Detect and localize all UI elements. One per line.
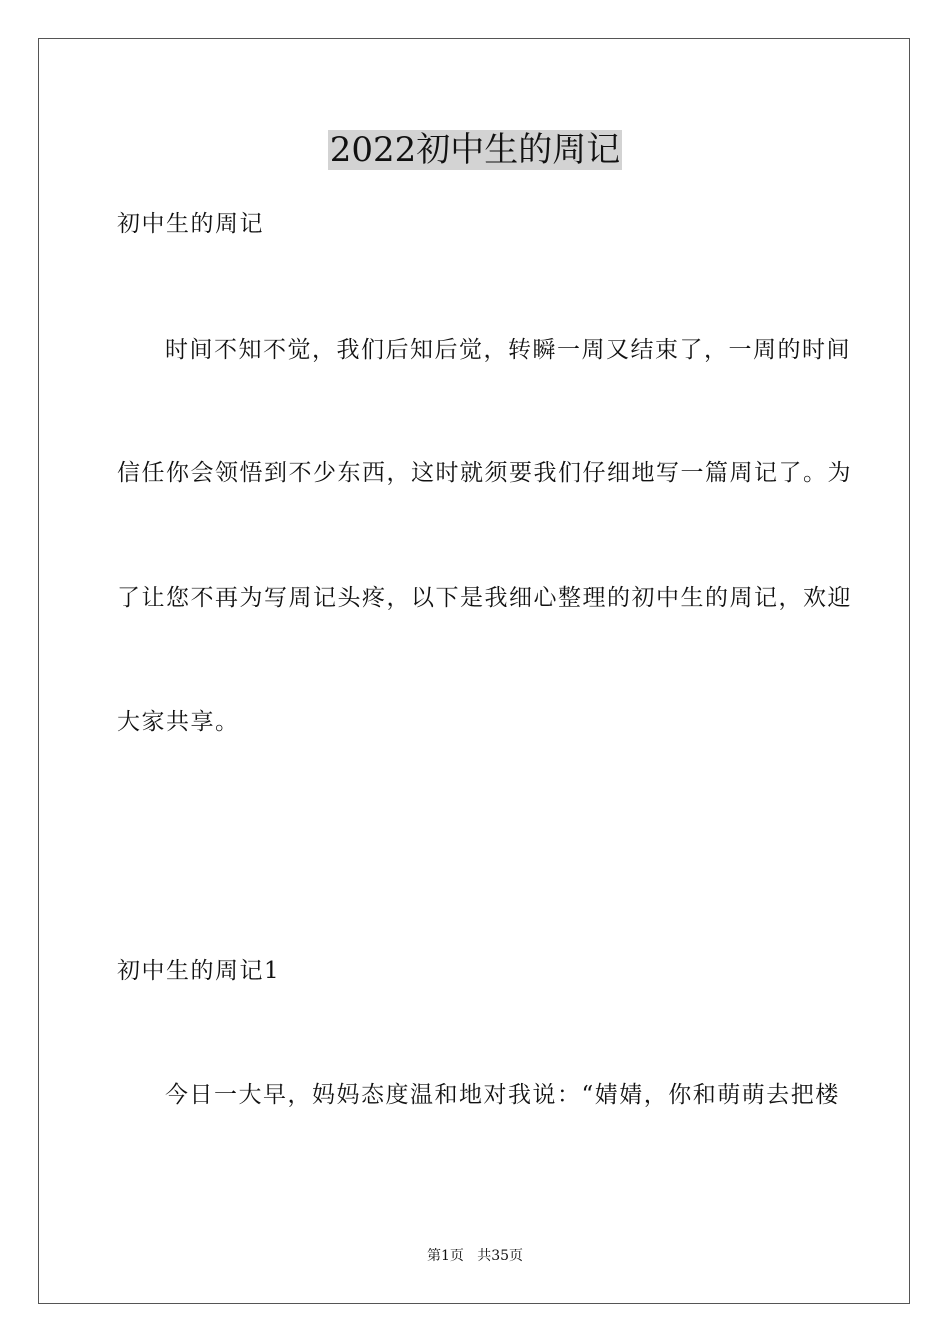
paragraph-line-4: 大家共享。 <box>117 709 240 735</box>
paragraph-line-3: 了让您不再为写周记头疼，以下是我细心整理的初中生的周记，欢迎 <box>117 585 852 611</box>
document-title <box>0 128 950 172</box>
subtitle: 初中生的周记 <box>117 211 264 237</box>
section-heading: 初中生的周记1 <box>117 958 281 984</box>
paragraph-line-2: 信任你会领悟到不少东西，这时就须要我们仔细地写一篇周记了。为 <box>117 460 852 486</box>
section-paragraph-line-1: 今日一大早，妈妈态度温和地对我说：“婧婧，你和萌萌去把楼 <box>165 1082 840 1108</box>
page-footer: 第1页 共35页 <box>426 1248 524 1264</box>
paragraph-line-1: 时间不知不觉，我们后知后觉，转瞬一周又结束了，一周的时间 <box>165 337 851 363</box>
document-title-text: 2022初中生的周记 <box>329 130 621 170</box>
